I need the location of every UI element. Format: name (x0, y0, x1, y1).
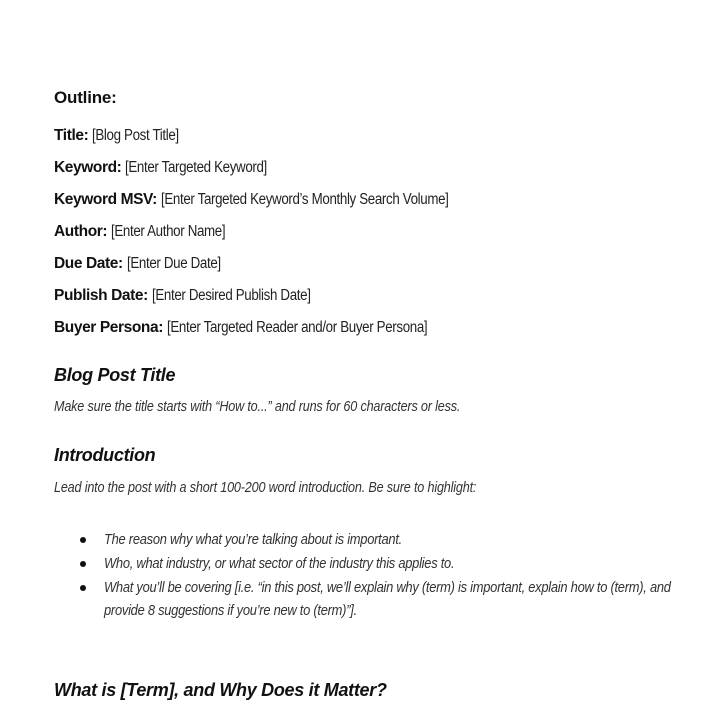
field-label: Keyword: (54, 159, 122, 176)
outline-heading: Outline: (54, 88, 117, 107)
field-title (54, 124, 495, 156)
list-item (78, 576, 684, 622)
field-value: [Blog Post Title] (92, 127, 180, 144)
field-label: Buyer Persona: (54, 319, 163, 336)
field-value: [Enter Targeted Keyword] (125, 159, 268, 176)
field-publish-date (54, 284, 495, 316)
list-item-text: The reason why what you’re talking about is important. (104, 531, 402, 548)
field-label: Publish Date: (54, 287, 148, 304)
section-description-blog-post: Make sure the title starts with “How to...” and runs for 60 characters or less. (54, 398, 461, 415)
bullet-icon (80, 561, 86, 567)
field-label: Title: (54, 127, 89, 144)
field-label: Due Date: (54, 255, 123, 272)
field-label: Keyword MSV: (54, 191, 157, 208)
section-title-what-is-term: What is [Term], and Why Does it Matter? (54, 680, 387, 700)
bullet-icon (80, 585, 86, 591)
outline-field-list (54, 124, 495, 348)
list-item (78, 528, 684, 551)
field-value: [Enter Due Date] (126, 255, 221, 272)
field-author (54, 220, 495, 252)
field-buyer-persona (54, 316, 495, 348)
list-item-text: Who, what industry, or what sector of the industry this applies to. (104, 555, 455, 572)
list-item-text: What you’ll be covering [i.e. “in this post, we’ll explain why (term) is important, explain how to (term), and provide 8 suggestions if you’re new to (term)”]. (104, 579, 671, 619)
section-title-blog-post: Blog Post Title (54, 365, 176, 385)
field-label: Author: (54, 223, 108, 240)
field-value: [Enter Targeted Reader and/or Buyer Persona] (166, 319, 428, 336)
field-keyword-msv (54, 188, 495, 220)
list-item (78, 552, 684, 575)
field-value: [Enter Author Name] (111, 223, 226, 240)
field-keyword (54, 156, 495, 188)
field-value: [Enter Desired Publish Date] (151, 287, 311, 304)
bullet-icon (80, 537, 86, 543)
field-due-date (54, 252, 495, 284)
section-title-introduction: Introduction (54, 445, 156, 465)
introduction-bullet-list (78, 528, 684, 622)
section-description-introduction: Lead into the post with a short 100-200 word introduction. Be sure to highlight: (54, 479, 477, 496)
field-value: [Enter Targeted Keyword’s Monthly Search Volume] (160, 191, 449, 208)
